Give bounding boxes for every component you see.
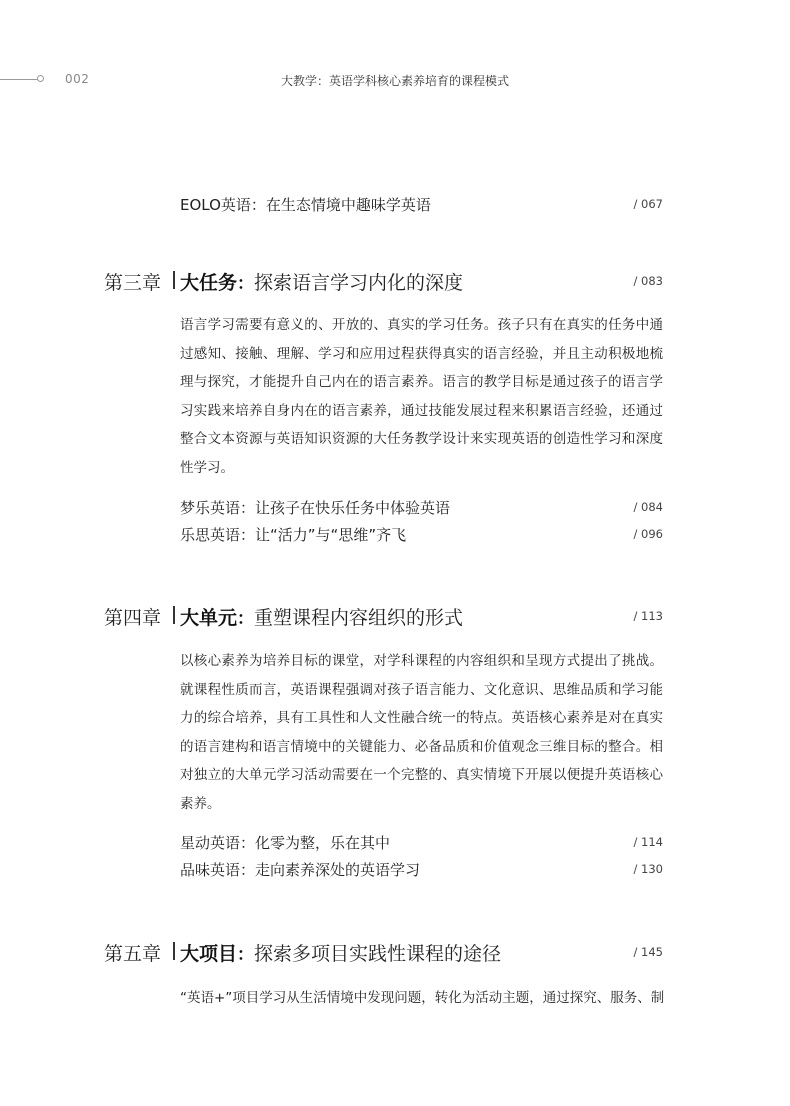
toc-entry-xingdong[interactable] <box>180 832 663 854</box>
toc-entry-eolo[interactable] <box>180 194 663 216</box>
toc-entry-lesi[interactable] <box>180 524 663 546</box>
chapter-number: 第五章 <box>104 943 162 965</box>
chapter-title-rest: 探索语言学习内化的深度 <box>254 272 464 294</box>
chapter-title <box>180 268 463 295</box>
toc-entry-label: 星动英语：化零为整，乐在其中 <box>180 834 391 852</box>
chapter-title-rest: 重塑课程内容组织的形式 <box>254 607 464 629</box>
chapter-title <box>180 603 463 630</box>
chapter-number: 第四章 <box>104 607 162 629</box>
chapter-title-bold: 大任务 <box>180 272 238 294</box>
toc-entry-page: / 084 <box>633 500 663 514</box>
chapter-title <box>180 939 501 966</box>
chapter-3-intro: 语言学习需要有意义的、开放的、真实的学习任务。孩子只有在真实的任务中通过感知、接触、理解、学习和应用过程获得真实的语言经验，并且主动积极地梳理与探究，才能提升自己内在的语言素养。语言的教学目标是通过孩子的语言学习实践来培养自身内在的语言素养，通过技能发展过程来积累语言经验，还通过整合文本资源与英语知识资源的大任务教学设计来实现英语的创造性学习和深度性学习。 <box>180 317 663 476</box>
toc-entry-label: 乐思英语：让“活力”与“思维”齐飞 <box>180 526 407 544</box>
chapter-divider <box>173 942 175 960</box>
running-title: 大教学：英语学科核心素养培育的课程模式 <box>280 74 509 88</box>
chapter-title-bold: 大项目 <box>180 943 238 965</box>
toc-entry-page: / 130 <box>633 862 663 876</box>
toc-entry-label: EOLO英语：在生态情境中趣味学英语 <box>180 196 431 214</box>
chapter-4-heading[interactable] <box>104 603 663 631</box>
chapter-divider <box>173 606 175 624</box>
toc-entry-page: / 114 <box>633 835 663 849</box>
chapter-4-intro: 以核心素养为培养目标的课堂，对学科课程的内容组织和呈现方式提出了挑战。就课程性质而言，英语课程强调对孩子语言能力、文化意识、思维品质和学习能力的综合培养，具有工具性和人文性融合统一的特点。英语核心素养是对在真实的语言建构和语言情境中的关键能力、必备品质和价值观念三维目标的整合。相对独立的大单元学习活动需要在一个完整的、真实情境下开展以便提升英语核心素养。 <box>180 653 663 812</box>
chapter-3-heading[interactable] <box>104 268 663 296</box>
page-number: 002 <box>65 72 90 86</box>
toc-entry-pinwei[interactable] <box>180 859 663 881</box>
toc-entry-mengle[interactable] <box>180 497 663 519</box>
chapter-5-heading[interactable] <box>104 939 663 967</box>
chapter-page: / 083 <box>633 274 663 288</box>
toc-entry-page: / 067 <box>633 197 663 211</box>
chapter-5-intro: “英语+”项目学习从生活情境中发现问题，转化为活动主题，通过探究、服务、制 <box>180 990 665 1006</box>
toc-entry-page: / 096 <box>633 527 663 541</box>
chapter-page: / 113 <box>633 609 663 623</box>
chapter-title-rest: 探索多项目实践性课程的途径 <box>254 943 502 965</box>
chapter-title-colon: ： <box>237 274 255 294</box>
chapter-title-colon: ： <box>237 945 255 965</box>
toc-entry-label: 梦乐英语：让孩子在快乐任务中体验英语 <box>180 499 451 517</box>
chapter-title-bold: 大单元 <box>180 607 238 629</box>
chapter-title-colon: ： <box>237 609 255 629</box>
chapter-divider <box>173 271 175 289</box>
chapter-page: / 145 <box>633 945 663 959</box>
toc-entry-label: 品味英语：走向素养深处的英语学习 <box>180 861 421 879</box>
chapter-number: 第三章 <box>104 272 162 294</box>
